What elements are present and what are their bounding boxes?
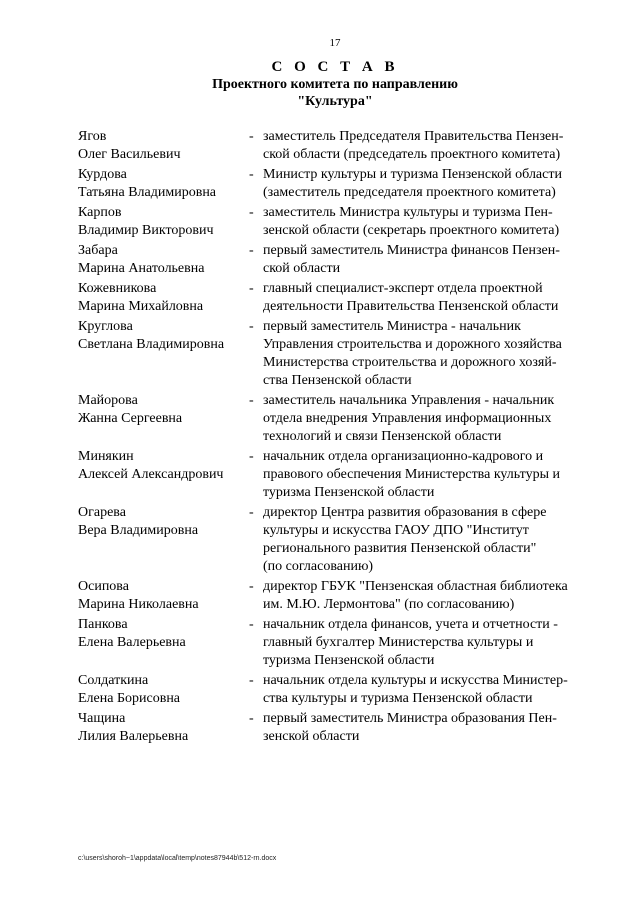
- member-surname: Курдова: [78, 167, 127, 182]
- member-dash: -: [249, 205, 254, 220]
- member-name: [78, 616, 249, 670]
- document-title: [0, 58, 640, 110]
- member-given-name: Алексей Александрович: [78, 467, 224, 482]
- member-given-name: Марина Николаевна: [78, 597, 199, 612]
- member-surname: Осипова: [78, 579, 129, 594]
- member-row: [78, 280, 598, 316]
- member-role: заместитель Министра культуры и туризма Пен- зенской области (секретарь проектного комитета): [263, 205, 560, 238]
- member-role: директор ГБУК "Пензенская областная библиотека им. М.Ю. Лермонтова" (по согласованию): [263, 579, 568, 612]
- member-role: первый заместитель Министра - начальник Управления строительства и дорожного хозяйства Министерства строительства и дорожного хозяй- ства Пензенской области: [263, 319, 562, 388]
- member-surname: Огарева: [78, 505, 126, 520]
- member-surname: Забара: [78, 243, 118, 258]
- member-role: заместитель начальника Управления - начальник отдела внедрения Управления информационных технологий и связи Пензенской области: [263, 393, 555, 444]
- member-row: [78, 242, 598, 278]
- member-name: [78, 166, 249, 202]
- member-given-name: Татьяна Владимировна: [78, 185, 217, 200]
- member-name: [78, 128, 249, 164]
- member-role: главный специалист-эксперт отдела проектной деятельности Правительства Пензенской области: [263, 281, 559, 314]
- member-name: [78, 578, 249, 614]
- page-number: 17: [329, 37, 341, 49]
- member-row: [78, 318, 598, 390]
- member-surname: Чащина: [78, 711, 126, 726]
- member-surname: Круглова: [78, 319, 133, 334]
- member-dash: -: [249, 319, 254, 334]
- member-given-name: Марина Анатольевна: [78, 261, 205, 276]
- member-role: первый заместитель Министра финансов Пензен- ской области: [263, 243, 560, 276]
- member-role: начальник отдела культуры и искусства Министер- ства культуры и туризма Пензенской области: [263, 673, 568, 706]
- footer-file-path: c:\users\shoroh~1\appdata\local\temp\notes87944b\512-rn.docx: [78, 855, 277, 862]
- member-dash: -: [249, 243, 254, 258]
- member-row: [78, 166, 598, 202]
- member-role: заместитель Председателя Правительства Пензен- ской области (председатель проектного комитета): [263, 129, 564, 162]
- member-given-name: Лилия Валерьевна: [78, 729, 189, 744]
- member-row: [78, 128, 598, 164]
- member-given-name: Жанна Сергеевна: [78, 411, 183, 426]
- member-name: [78, 242, 249, 278]
- member-surname: Майорова: [78, 393, 138, 408]
- member-row: [78, 578, 598, 614]
- member-name: [78, 672, 249, 708]
- member-given-name: Вера Владимировна: [78, 523, 199, 538]
- member-given-name: Марина Михайловна: [78, 299, 204, 314]
- member-role: Министр культуры и туризма Пензенской области (заместитель председателя проектного комитета): [263, 167, 562, 200]
- title-line-2: Проектного комитета по направлению: [212, 77, 458, 92]
- member-name: [78, 318, 249, 390]
- member-role: первый заместитель Министра образования Пен- зенской области: [263, 711, 557, 744]
- member-name: [78, 710, 249, 746]
- member-row: [78, 616, 598, 670]
- member-dash: -: [249, 711, 254, 726]
- member-dash: -: [249, 129, 254, 144]
- member-dash: -: [249, 449, 254, 464]
- member-row: [78, 504, 598, 576]
- member-given-name: Олег Васильевич: [78, 147, 181, 162]
- member-surname: Минякин: [78, 449, 134, 464]
- member-name: [78, 504, 249, 576]
- member-surname: Кожевникова: [78, 281, 157, 296]
- member-row: [78, 672, 598, 708]
- member-dash: -: [249, 673, 254, 688]
- member-row: [78, 710, 598, 746]
- member-role: начальник отдела финансов, учета и отчетности - главный бухгалтер Министерства культуры и туризма Пензенской области: [263, 617, 558, 668]
- member-row: [78, 392, 598, 446]
- member-dash: -: [249, 281, 254, 296]
- members-list: [78, 128, 598, 748]
- member-surname: Карпов: [78, 205, 122, 220]
- member-row: [78, 204, 598, 240]
- member-row: [78, 448, 598, 502]
- member-given-name: Елена Борисовна: [78, 691, 181, 706]
- member-dash: -: [249, 505, 254, 520]
- title-line-3: "Культура": [297, 94, 373, 109]
- member-role: начальник отдела организационно-кадрового и правового обеспечения Министерства культуры и туризма Пензенской области: [263, 449, 560, 500]
- member-name: [78, 448, 249, 502]
- member-dash: -: [249, 167, 254, 182]
- member-given-name: Владимир Викторович: [78, 223, 214, 238]
- member-surname: Ягов: [78, 129, 107, 144]
- member-dash: -: [249, 579, 254, 594]
- member-name: [78, 204, 249, 240]
- title-main: С О С Т А В: [271, 59, 399, 75]
- member-name: [78, 280, 249, 316]
- member-given-name: Светлана Владимировна: [78, 337, 225, 352]
- member-surname: Панкова: [78, 617, 128, 632]
- member-role: директор Центра развития образования в сфере культуры и искусства ГАОУ ДПО "Институт регионального развития Пензенской области" (по согласованию): [263, 505, 547, 574]
- member-dash: -: [249, 393, 254, 408]
- member-surname: Солдаткина: [78, 673, 149, 688]
- member-name: [78, 392, 249, 446]
- member-dash: -: [249, 617, 254, 632]
- member-given-name: Елена Валерьевна: [78, 635, 186, 650]
